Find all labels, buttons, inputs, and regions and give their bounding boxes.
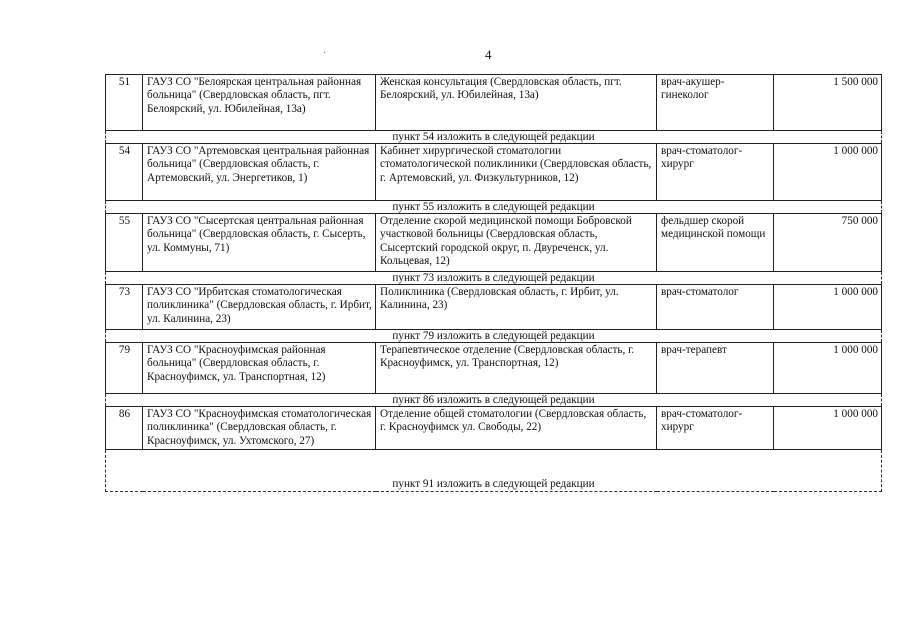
position-cell: врач-акушер-гинеколог bbox=[657, 75, 774, 131]
position-cell: фельдшер скорой медицинской помощи bbox=[657, 214, 774, 272]
row-number: 51 bbox=[106, 75, 143, 131]
amount-cell: 1 500 000 bbox=[774, 75, 882, 131]
table-row bbox=[106, 144, 882, 201]
table-row bbox=[106, 407, 882, 450]
amendment-note: пункт 79 изложить в следующей редакции bbox=[106, 330, 882, 343]
department-cell: Отделение скорой медицинской помощи Бобровской участковой больницы (Свердловская область, Сысертский городской округ, п. Двуреченск, ул. Кольцевая, 12) bbox=[376, 214, 657, 272]
amendment-note-row bbox=[106, 330, 882, 343]
document-table bbox=[105, 74, 882, 492]
amendment-note-row bbox=[106, 131, 882, 144]
amendment-note-row bbox=[106, 272, 882, 285]
organization-cell: ГАУЗ СО "Сысертская центральная районная больница" (Свердловская область, г. Сысерть, ул. Коммуны, 71) bbox=[143, 214, 376, 272]
table-row bbox=[106, 285, 882, 330]
organization-cell: ГАУЗ СО "Белоярская центральная районная больница" (Свердловская область, пгт. Белоярский, ул. Юбилейная, 13а) bbox=[143, 75, 376, 131]
row-number: 79 bbox=[106, 343, 143, 394]
amendment-note-row bbox=[106, 394, 882, 407]
row-number: 73 bbox=[106, 285, 143, 330]
table-row bbox=[106, 343, 882, 394]
position-cell: врач-стоматолог bbox=[657, 285, 774, 330]
organization-cell: ГАУЗ СО "Ирбитская стоматологическая поликлиника" (Свердловская область, г. Ирбит, ул. Калинина, 23) bbox=[143, 285, 376, 330]
amount-cell: 750 000 bbox=[774, 214, 882, 272]
amount-cell: 1 000 000 bbox=[774, 144, 882, 201]
department-cell: Кабинет хирургической стоматологии стоматологической поликлиники (Свердловская область, г. Артемовский, ул. Физкультурников, 12) bbox=[376, 144, 657, 201]
organization-cell: ГАУЗ СО "Красноуфимская стоматологическая поликлиника" (Свердловская область, г. Красноуфимск, ул. Ухтомского, 27) bbox=[143, 407, 376, 450]
amount-cell: 1 000 000 bbox=[774, 407, 882, 450]
amendment-note-row bbox=[106, 450, 882, 492]
position-cell: врач-стоматолог-хирург bbox=[657, 144, 774, 201]
row-number: 55 bbox=[106, 214, 143, 272]
organization-cell: ГАУЗ СО "Артемовская центральная районная больница" (Свердловская область, г. Артемовский, ул. Энергетиков, 1) bbox=[143, 144, 376, 201]
department-cell: Поликлиника (Свердловская область, г. Ирбит, ул. Калинина, 23) bbox=[376, 285, 657, 330]
department-cell: Терапевтическое отделение (Свердловская область, г. Красноуфимск, ул. Транспортная, 12) bbox=[376, 343, 657, 394]
department-cell: Отделение общей стоматологии (Свердловская область, г. Красноуфимск ул. Свободы, 22) bbox=[376, 407, 657, 450]
amount-cell: 1 000 000 bbox=[774, 285, 882, 330]
table-body bbox=[106, 75, 882, 492]
amendment-note-row bbox=[106, 201, 882, 214]
amount-cell: 1 000 000 bbox=[774, 343, 882, 394]
department-cell: Женская консультация (Свердловская область, пгт. Белоярский, ул. Юбилейная, 13а) bbox=[376, 75, 657, 131]
table-row bbox=[106, 75, 882, 131]
page-number: 4 bbox=[485, 47, 492, 62]
organization-cell: ГАУЗ СО "Красноуфимская районная больница" (Свердловская область, г. Красноуфимск, ул. Транспортная, 12) bbox=[143, 343, 376, 394]
amendment-note: пункт 55 изложить в следующей редакции bbox=[106, 201, 882, 214]
scan-dot: · bbox=[323, 48, 327, 59]
position-cell: врач-стоматолог-хирург bbox=[657, 407, 774, 450]
row-number: 86 bbox=[106, 407, 143, 450]
position-cell: врач-терапевт bbox=[657, 343, 774, 394]
table-row bbox=[106, 214, 882, 272]
amendment-note: пункт 54 изложить в следующей редакции bbox=[106, 131, 882, 144]
amendment-note: пункт 91 изложить в следующей редакции bbox=[106, 450, 882, 492]
amendment-note: пункт 73 изложить в следующей редакции bbox=[106, 272, 882, 285]
row-number: 54 bbox=[106, 144, 143, 201]
amendment-note: пункт 86 изложить в следующей редакции bbox=[106, 394, 882, 407]
